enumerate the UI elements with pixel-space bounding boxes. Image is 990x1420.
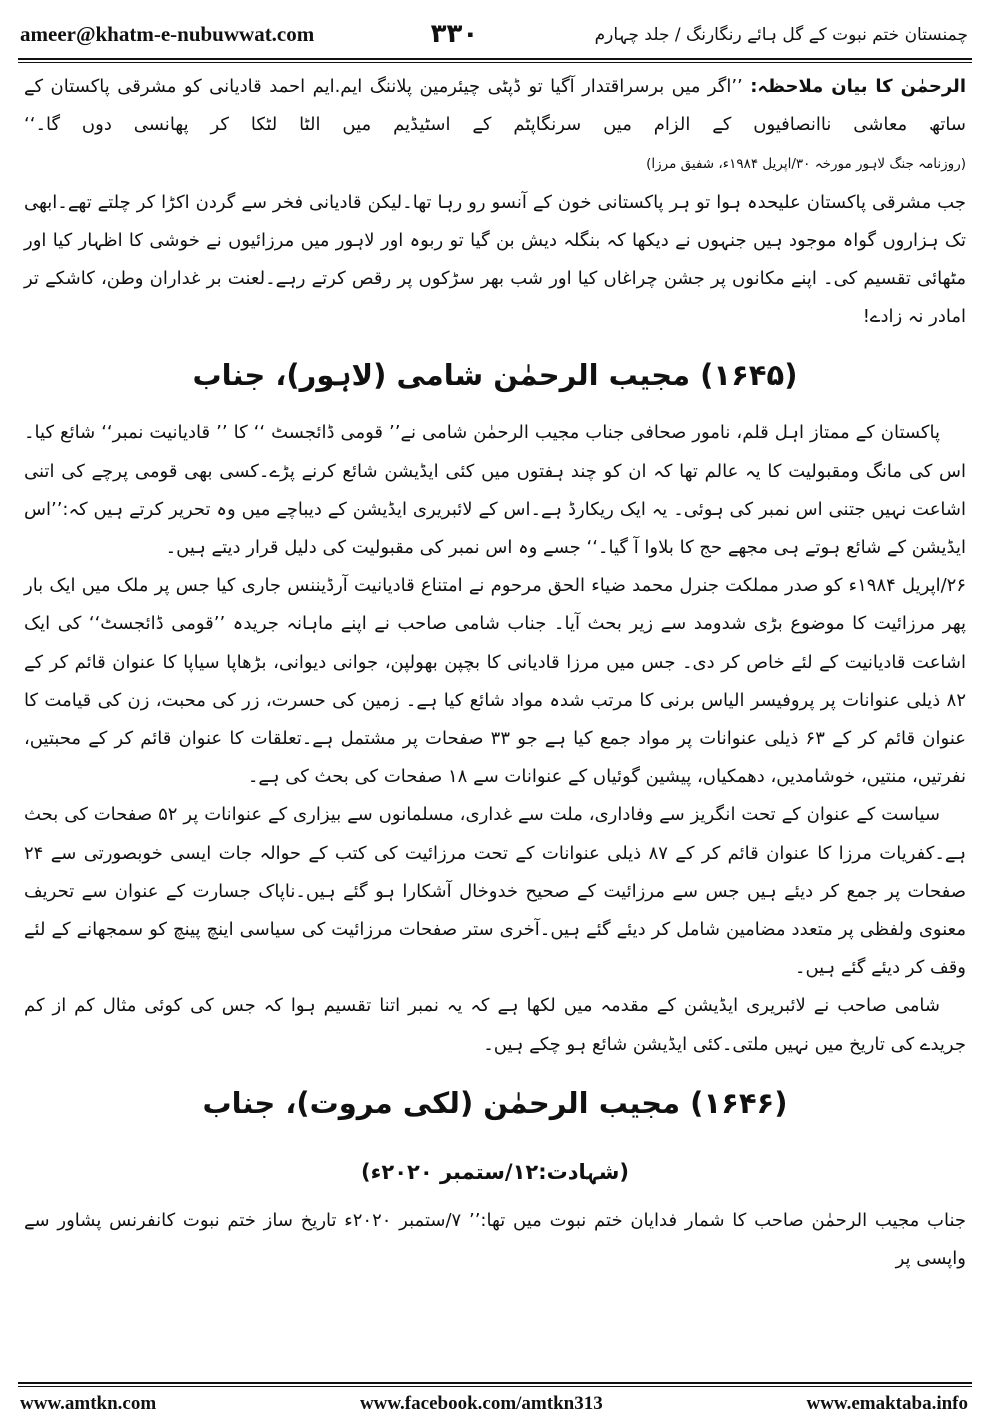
section-heading-1645: (۱۶۴۵) مجیب الرحمٰن شامی (لاہور)، جناب [192, 358, 798, 393]
footer-website-left: www.amtkn.com [20, 1393, 157, 1414]
paragraph-7: جناب مجیب الرحمٰن صاحب کا شمار فدایان ختم نبوت میں تھا:’’ ۷/ستمبر ۲۰۲۰ء تاریخ ساز ختم نبوت کانفرنس پشاور سے واپسی پر [24, 1209, 966, 1270]
paragraph-3: پاکستان کے ممتاز اہل قلم، نامور صحافی جناب مجیب الرحمٰن شامی نے’’ قومی ڈائجسٹ ‘‘ کا ’’ قادیانیت نمبر‘‘ شائع کیا۔اس کی مانگ ومقبولیت کا یہ عالم تھا کہ ان کو چند ہفتوں میں کئی ایڈیشن شائع کرنے پڑے۔کسی بھی قومی پرچے کی اتنی اشاعت نہیں جتنی اس نمبر کی ہوئی۔ یہ ایک ریکارڈ ہے۔اس کے لائبریری ایڈیشن کے دیباچے میں وہ تحریر کرتے ہیں کہ:’’اس ایڈیشن کے شائع ہوتے ہی مجھے حج کا بلاوا آ گیا۔‘‘ جسے وہ اس نمبر کی مقبولیت کی دلیل قرار دیتے ہیں۔ [24, 422, 966, 559]
page-number: ۳۳۰ [430, 19, 479, 49]
page-footer [20, 1390, 968, 1418]
book-title: چمنستان ختم نبوت کے گل ہائے رنگارنگ / جلد چہارم [594, 24, 968, 45]
paragraph-6: شامی صاحب نے لائبریری ایڈیشن کے مقدمہ میں لکھا ہے کہ یہ نمبر اتنا تقسیم ہوا کہ جس کی کوئی مثال کم از کم جریدے کی تاریخ میں نہیں ملتی۔کئی ایڈیشن شائع ہو چکے ہیں۔ [24, 995, 966, 1055]
header-rule [18, 58, 972, 60]
paragraph-1 [24, 68, 966, 184]
footer-rule-thin [18, 1386, 972, 1387]
header-email: ameer@khatm-e-nubuwwat.com [20, 21, 315, 46]
footer-website-center: www.facebook.com/amtkn313 [359, 1393, 603, 1414]
citation: (روزنامہ جنگ لاہور مورخہ ۳۰/اپریل ۱۹۸۴ء، شفیق مرزا) [646, 156, 966, 173]
page-body [24, 68, 966, 1374]
paragraph-4: ۲۶/اپریل ۱۹۸۴ء کو صدر مملکت جنرل محمد ضیاء الحق مرحوم نے امتناع قادیانیت آرڈیننس جاری کیا جس پر ملک میں ایک بار پھر مرزائیت کا موضوع بڑی شدومد سے زیر بحث آیا۔ جناب شامی صاحب نے اپنے ماہانہ جریدہ ’’قومی ڈائجسٹ‘‘ کی ایک اشاعت قادیانیت کے لئے خاص کر دی۔ جس میں مرزا قادیانی کا بچپن بھولپن، جوانی دیوانی، بڑھاپا سیاپا کا عنوان قائم کر کے ۸۲ ذیلی عنوانات پر پروفیسر الیاس برنی کا مرتب شدہ مواد شائع کیا ہے۔ زمین کی حسرت، زر کی محبت، زن کی قیامت کا عنوان قائم کر کے ۶۳ ذیلی عنوانات پر مواد جمع کیا ہے جو ۳۳ صفحات پر مشتمل ہے۔تعلقات کا عنوان قائم کر کے محبتیں، نفرتیں، منتیں، خوشامدیں، دھمکیاں، پیشین گوئیاں کے عنوانات سے ۱۸ صفحات کی بحث کی ہے۔ [24, 575, 967, 788]
paragraph-1-lead: الرحمٰن کا بیان ملاحظہ: [750, 76, 966, 97]
section-heading-1646: (۱۶۴۶) مجیب الرحمٰن (لکی مروت)، جناب [202, 1085, 788, 1120]
paragraph-1-text: ’’اگر میں برسراقتدار آگیا تو ڈپٹی چیئرمین پلاننگ ایم.ایم احمد قادیانی کو مشرقی پاکستان کے ساتھ معاشی ناانصافیوں کے الزام میں سرنگاپٹم کے اسٹیڈیم میں الٹا لٹکا کر پھانسی دوں گا۔‘‘ [24, 76, 966, 136]
footer-website-right: www.emaktaba.info [806, 1393, 968, 1414]
paragraph-2: جب مشرقی پاکستان علیحدہ ہوا تو ہر پاکستانی خون کے آنسو رو رہا تھا۔لیکن قادیانی فخر سے گردن اکڑا کر چلتے تھے۔ابھی تک ہزاروں گواہ موجود ہیں جنہوں نے دیکھا کہ بنگلہ دیش بن گیا تو ربوہ اور لاہور میں مرزائیوں نے خوشی کا اظہار کیا اور مٹھائی تقسیم کی۔ اپنے مکانوں پر جشن چراغاں کیا اور شب بھر سڑکوں پر رقص کرتے رہے۔لعنت بر غداران وطن، کاشکے تر امادر نہ زادے! [24, 191, 966, 328]
footer-rule [18, 1382, 972, 1384]
martyrdom-date: (شہادت:۱۲/ستمبر ۲۰۲۰ء) [361, 1159, 629, 1184]
header-rule-thin [18, 62, 972, 63]
paragraph-5: سیاست کے عنوان کے تحت انگریز سے وفاداری، ملت سے غداری، مسلمانوں سے بیزاری کے عنوانات پر ۵۲ صفحات کی بحث ہے۔کفریات مرزا کا عنوان قائم کر کے ۸۷ ذیلی عنوانات کے تحت مرزائیت کی کتب کے حوالہ جات ایسی خوبصورتی سے ۲۴ صفحات پر جمع کر دیئے ہیں جس سے مرزائیت کے صحیح خدوخال آشکارا ہو گئے ہیں۔ناپاک جسارت کے عنوان سے تحریف معنوی ولفظی پر متعدد مضامین شامل کر دیئے گئے ہیں۔آخری ستر صفحات مرزائیت کی سیاسی اینچ پینچ کو سمجھانے کے لئے وقف کر دیئے گئے ہیں۔ [24, 804, 966, 979]
page-header [20, 12, 968, 56]
